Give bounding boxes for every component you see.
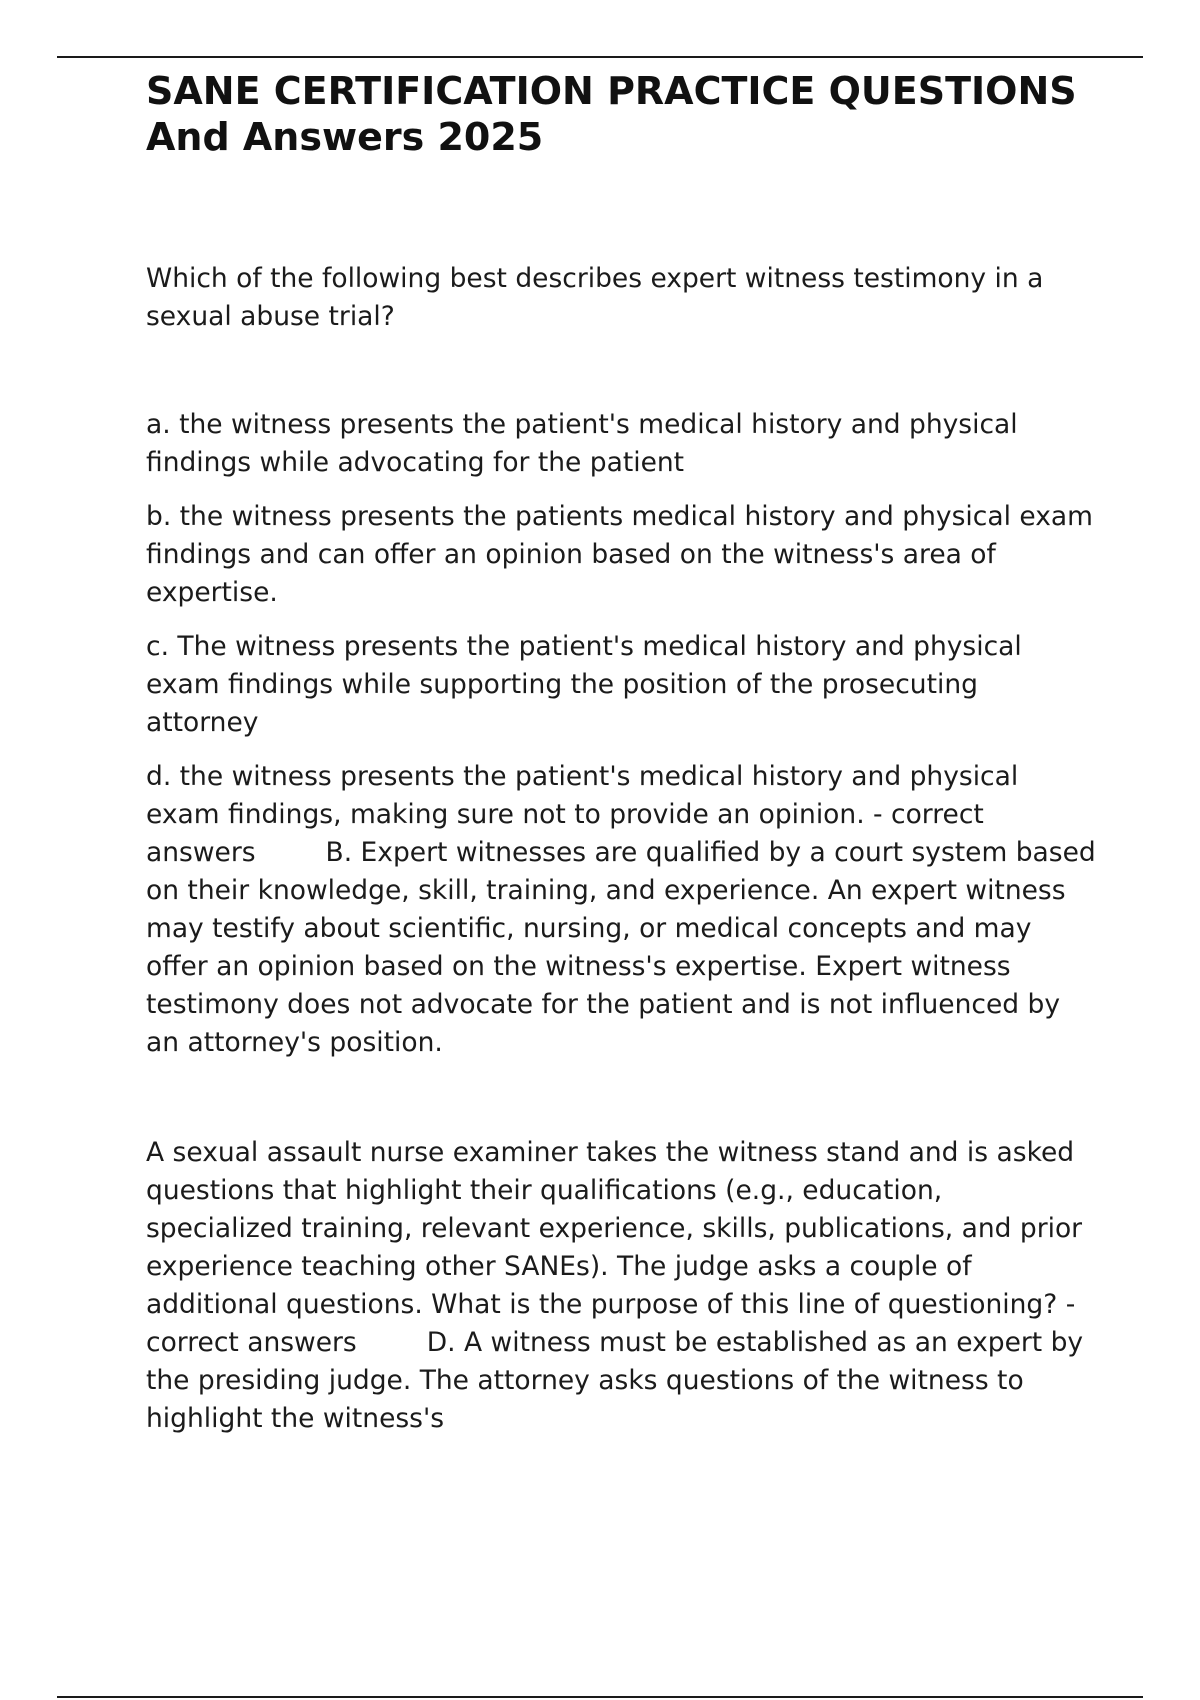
document-body bbox=[146, 68, 1096, 1438]
question-2-answer: D. A witness must be established as an expert by the presiding judge. The attorney asks questions of the witness to highlight the witness's bbox=[146, 1327, 1084, 1434]
question-1-option-d-and-answer bbox=[146, 758, 1096, 1062]
question-1-option-a: a. the witness presents the patient's medical history and physical findings while advocating for the patient bbox=[146, 409, 1018, 478]
question-2-block bbox=[146, 1134, 1096, 1438]
question-1-option-d: d. the witness presents the patient's medical history and physical exam findings, making sure not to provide an opinion. - correct answers bbox=[146, 761, 1019, 868]
question-1-prompt: Which of the following best describes expert witness testimony in a sexual abuse trial? bbox=[146, 263, 1044, 332]
question-2-prompt: A sexual assault nurse examiner takes the witness stand and is asked questions that highlight their qualifications (e.g., education, specialized training, relevant experience, skills, publications, and prior experience teaching other SANEs). The judge asks a couple of additional questions. What is the purpose of this line of questioning? - correct answers bbox=[146, 1137, 1083, 1358]
bottom-divider bbox=[57, 1696, 1143, 1698]
top-divider bbox=[57, 56, 1143, 58]
document-title: SANE CERTIFICATION PRACTICE QUESTIONS And Answers 2025 bbox=[146, 69, 1077, 159]
question-1-answer: B. Expert witnesses are qualified by a court system based on their knowledge, skill, training, and experience. An expert witness may testify about scientific, nursing, or medical concepts and may offer an opinion based on the witness's expertise. Expert witness testimony does not advocate for the patient and is not influenced by an attorney's position. bbox=[146, 837, 1096, 1058]
question-1-option-c: c. The witness presents the patient's medical history and physical exam findings while supporting the position of the prosecuting attorney bbox=[146, 631, 1022, 738]
question-1-option-b: b. the witness presents the patients medical history and physical exam findings and can offer an opinion based on the witness's area of expertise. bbox=[146, 501, 1093, 608]
